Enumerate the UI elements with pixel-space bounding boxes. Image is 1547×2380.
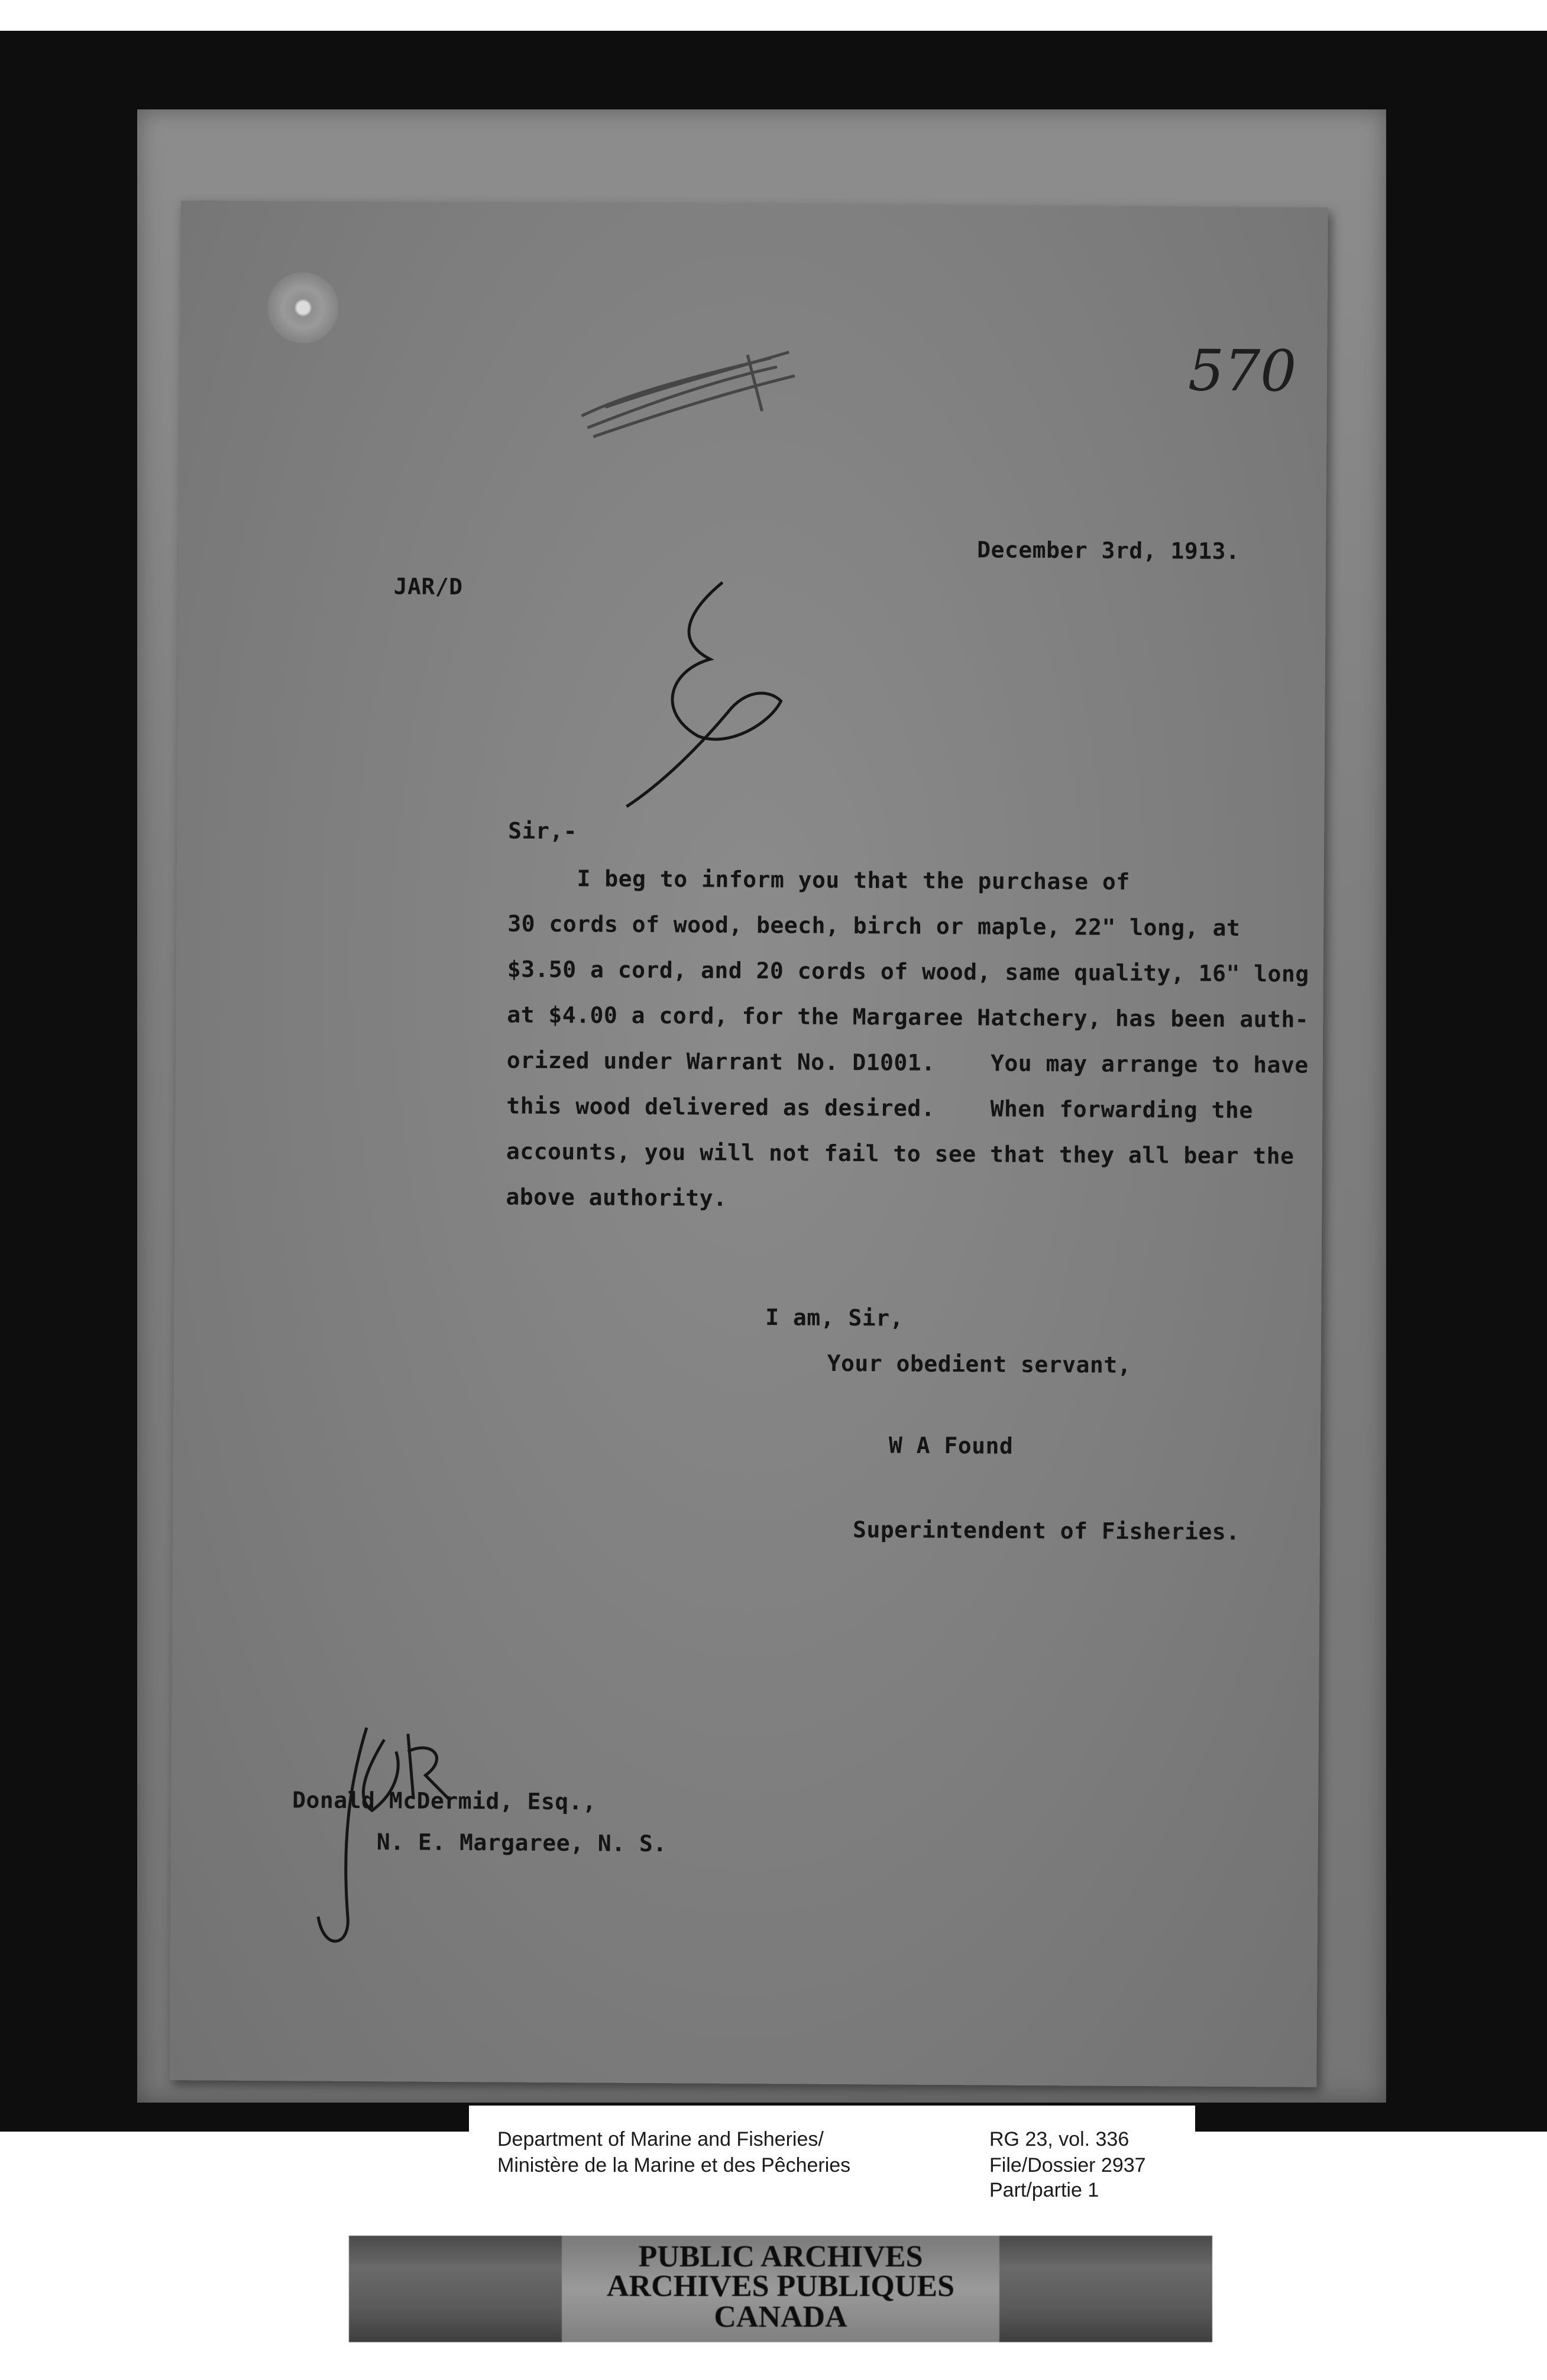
signature-title: Superintendent of Fisheries. — [852, 1516, 1240, 1545]
body-line: $3.50 a cord, and 20 cords of wood, same quality, 16" long — [507, 956, 1309, 987]
body-line: I beg to inform you that the purchase of — [507, 865, 1130, 895]
body-line: orized under Warrant No. D1001. You may arrange to have — [506, 1047, 1309, 1078]
stamp-line: PUBLIC ARCHIVES — [638, 2240, 923, 2274]
punch-hole-icon — [267, 272, 339, 344]
file-number: File/Dossier 2937 — [989, 2154, 1146, 2177]
part-number: Part/partie 1 — [989, 2179, 1099, 2201]
body-line: this wood delivered as desired. When forwarding the — [506, 1092, 1253, 1124]
archive-reference-label — [469, 2106, 1195, 2236]
archive-stamp-band — [349, 2236, 1212, 2342]
page-number-handwritten — [1188, 338, 1297, 405]
department-name: Department of Marine and Fisheries/ — [497, 2128, 824, 2151]
stamp-line: CANADA — [714, 2300, 847, 2334]
salutation: Sir,- — [508, 817, 578, 845]
archive-stamp — [562, 2236, 999, 2342]
closing-line: Your obedient servant, — [827, 1350, 1132, 1378]
letter-date: December 3rd, 1913. — [977, 536, 1240, 565]
letter-sheet — [169, 201, 1328, 2087]
body-line: 30 cords of wood, beech, birch or maple, 22" long, at — [507, 910, 1241, 942]
record-group: RG 23, vol. 336 — [989, 2128, 1129, 2151]
addressee-location: N. E. Margaree, N. S. — [376, 1829, 667, 1857]
svg-text:570: 570 — [1187, 337, 1297, 405]
handwritten-e-mark — [626, 582, 781, 808]
scribble-mark — [581, 351, 795, 438]
closing-line: I am, Sir, — [765, 1304, 904, 1331]
reference-code: JAR/D — [393, 573, 463, 600]
body-line: at $4.00 a cord, for the Margaree Hatchery, has been auth- — [507, 1001, 1309, 1033]
body-line: above authority. — [506, 1183, 727, 1211]
stamp-line: ARCHIVES PUBLIQUES — [606, 2269, 955, 2303]
addressee-name: Donald McDermid, Esq., — [292, 1787, 597, 1815]
signature-name: W A Found — [888, 1432, 1014, 1459]
body-line: accounts, you will not fail to see that they all bear the — [506, 1138, 1294, 1169]
department-name-french: Ministère de la Marine et des Pêcheries — [497, 2154, 851, 2177]
